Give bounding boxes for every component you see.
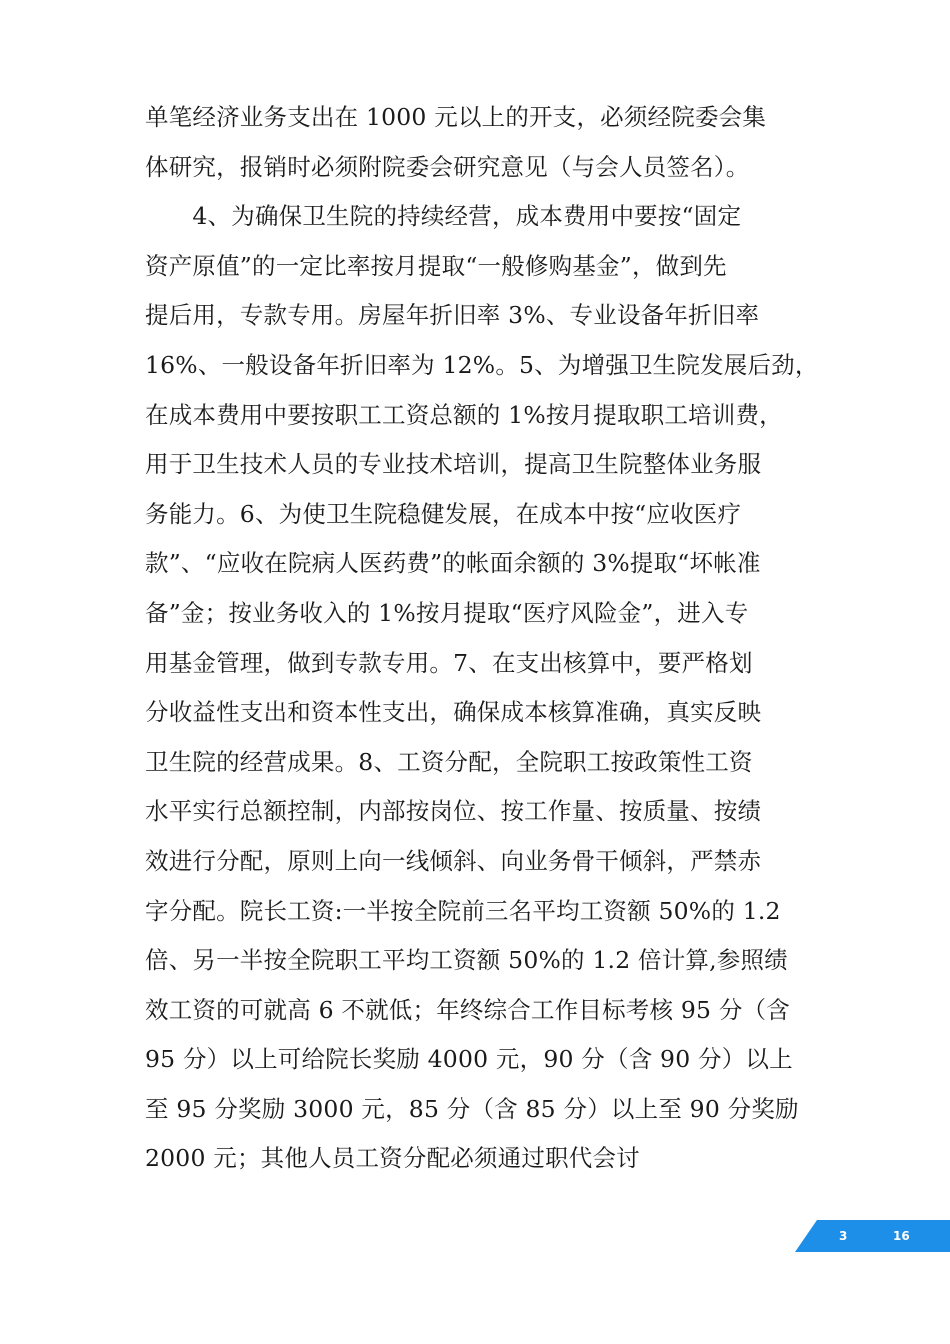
page-number-current: 3 xyxy=(839,1229,848,1243)
text-line: 水平实行总额控制，内部按岗位、按工作量、按质量、按绩 xyxy=(145,797,762,826)
text-line: 16%、一般设备年折旧率为 12%。5、为增强卫生院发展后劲， xyxy=(145,350,819,379)
text-line: 体研究，报销时必须附院委会研究意见（与会人员签名）。 xyxy=(145,152,750,181)
text-line: 卫生院的经营成果。8、工资分配，全院职工按政策性工资 xyxy=(145,747,753,776)
page-number-band xyxy=(795,1220,950,1252)
text-line: 倍、另一半按全院职工平均工资额 50%的 1.2 倍计算,参照绩 xyxy=(145,946,788,975)
text-line: 备”金；按业务收入的 1%按月提取“医疗风险金”，进入专 xyxy=(145,598,749,627)
document-body xyxy=(145,93,819,1184)
text-line: 2000 元；其他人员工资分配必须通过职代会讨 xyxy=(145,1144,640,1173)
text-line: 效进行分配，原则上向一线倾斜、向业务骨干倾斜，严禁赤 xyxy=(145,846,762,875)
text-line: 4、为确保卫生院的持续经营，成本费用中要按“固定 xyxy=(145,202,742,231)
text-line: 在成本费用中要按职工工资总额的 1%按月提取职工培训费， xyxy=(145,400,783,429)
text-line: 款”、“应收在院病人医药费”的帐面余额的 3%提取“坏帐准 xyxy=(145,549,761,578)
text-line: 资产原值”的一定比率按月提取“一般修购基金”，做到先 xyxy=(145,251,727,280)
text-line: 字分配。院长工资:一半按全院前三名平均工资额 50%的 1.2 xyxy=(145,896,781,925)
text-line: 分收益性支出和资本性支出，确保成本核算准确，真实反映 xyxy=(145,698,762,727)
page-number-total: 16 xyxy=(893,1229,910,1243)
text-line: 单笔经济业务支出在 1000 元以上的开支，必须经院委会集 xyxy=(145,103,767,131)
text-line: 用于卫生技术人员的专业技术培训，提高卫生院整体业务服 xyxy=(145,450,762,479)
text-line: 用基金管理，做到专款专用。7、在支出核算中，要严格划 xyxy=(145,648,753,677)
text-line: 务能力。6、为使卫生院稳健发展，在成本中按“应收医疗 xyxy=(145,499,742,528)
text-line: 95 分）以上可给院长奖励 4000 元，90 分（含 90 分）以上 xyxy=(145,1045,793,1074)
text-line: 至 95 分奖励 3000 元，85 分（含 85 分）以上至 90 分奖励 xyxy=(145,1094,799,1123)
text-line: 提后用，专款专用。房屋年折旧率 3%、专业设备年折旧率 xyxy=(145,301,760,330)
text-line: 效工资的可就高 6 不就低；年终综合工作目标考核 95 分（含 xyxy=(145,995,790,1024)
